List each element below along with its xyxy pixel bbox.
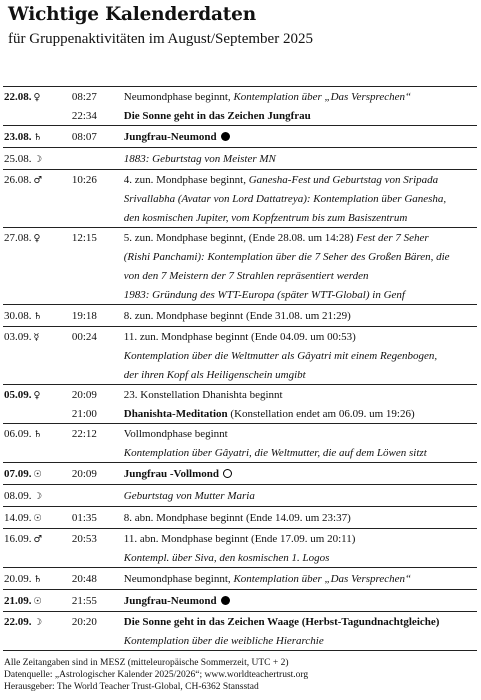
- entry-text: [124, 468, 477, 480]
- text-segment: 4. zun. Mondphase beginnt,: [123, 173, 249, 186]
- entry-line: [3, 463, 477, 484]
- entry-line: [3, 529, 477, 548]
- weekday-planet-icon: ☉: [33, 468, 43, 480]
- entry-date: [3, 389, 72, 401]
- entry-time: 19:18: [71, 309, 97, 322]
- entry-time: 20:20: [71, 615, 97, 628]
- entry-line: [3, 631, 477, 650]
- text-segment: Ganesha-Fest und Geburtstag von Sripada: [248, 173, 439, 186]
- date-text: 20.09.: [4, 572, 32, 585]
- entry-text: [124, 369, 477, 381]
- date-text: 25.08.: [4, 152, 32, 165]
- entry-line: [3, 507, 477, 528]
- text-segment: 11. zun. Mondphase beginnt (Ende 04.09. um 00:53): [123, 330, 356, 343]
- text-segment: Kontemplation über die Weltmutter als Gâyatri mit einem Regenbogen,: [123, 349, 438, 362]
- weekday-planet-icon: ♀: [33, 389, 41, 401]
- weekday-planet-icon: ☿: [33, 331, 40, 343]
- new-moon-icon: [221, 596, 230, 605]
- footer-publisher: Herausgeber: The World Teacher Trust-Global, CH-6362 Stansstad: [4, 682, 259, 692]
- text-segment: Jungfrau-Neumond: [123, 130, 217, 143]
- text-segment: Fest der 7 Seher: [356, 231, 429, 244]
- entry-date: [3, 595, 72, 607]
- entry-date: [3, 533, 72, 545]
- weekday-planet-icon: ♄: [33, 131, 43, 143]
- date-text: 03.09.: [4, 330, 32, 343]
- weekday-planet-icon: ♄: [33, 573, 43, 585]
- calendar-entry: [3, 304, 477, 326]
- date-text: 08.09.: [4, 489, 32, 502]
- date-text: 05.09.: [4, 388, 32, 401]
- entry-line: [3, 266, 477, 285]
- entry-text: [124, 212, 477, 224]
- calendar-entry: [3, 462, 477, 484]
- entry-text: [124, 193, 477, 205]
- entry-line: [3, 228, 477, 247]
- entry-time: 20:48: [71, 572, 97, 585]
- date-text: 22.09.: [4, 615, 32, 628]
- entry-time: 20:53: [71, 532, 97, 545]
- entry-text: [124, 512, 477, 524]
- entry-time: 21:55: [71, 594, 97, 607]
- weekday-planet-icon: ♀: [33, 91, 41, 103]
- weekday-planet-icon: ☽: [33, 490, 43, 502]
- entry-text: [124, 331, 477, 343]
- entry-date: [3, 512, 72, 524]
- calendar-entry: [3, 384, 477, 423]
- calendar-entry: [3, 125, 477, 147]
- calendar-entry: [3, 506, 477, 528]
- text-segment: Dhanishta-Meditation: [123, 407, 228, 420]
- entry-text: [124, 552, 477, 564]
- date-text: 26.08.: [4, 173, 32, 186]
- new-moon-icon: [221, 132, 230, 141]
- entry-line: [3, 285, 477, 304]
- entry-line: [3, 590, 477, 611]
- entry-date: [3, 232, 72, 244]
- calendar-entry: [3, 169, 477, 227]
- entry-text: [124, 573, 477, 585]
- entry-date: [3, 153, 72, 165]
- text-segment: der ihren Kopf als Heiligenschein umgibt: [123, 368, 306, 381]
- calendar-entry: [3, 484, 477, 506]
- text-segment: Jungfrau -Vollmond: [123, 467, 220, 480]
- footer: [4, 657, 308, 693]
- entry-line: [3, 170, 477, 189]
- entry-time: 08:27: [71, 90, 97, 103]
- entry-time: 01:35: [71, 511, 97, 524]
- text-segment: Vollmondphase beginnt: [123, 427, 228, 440]
- text-segment: von den 7 Meistern der 7 Strahlen repräsentiert werden: [123, 269, 369, 282]
- text-segment: 5. zun. Mondphase beginnt, (Ende 28.08. um 14:28): [123, 231, 357, 244]
- date-text: 16.09.: [4, 532, 32, 545]
- entry-line: [3, 443, 477, 462]
- entry-text: [124, 428, 477, 440]
- entry-date: [3, 616, 72, 628]
- text-segment: Jungfrau-Neumond: [123, 594, 217, 607]
- entry-date: [3, 490, 72, 502]
- date-text: 23.08.: [4, 130, 32, 143]
- text-segment: Neumondphase beginnt,: [123, 572, 234, 585]
- weekday-planet-icon: ☽: [33, 616, 43, 628]
- entry-text: [124, 310, 477, 322]
- weekday-planet-icon: ♄: [33, 310, 43, 322]
- text-segment: Kontempl. über Siva, den kosmischen 1. Logos: [123, 551, 330, 564]
- entry-date: [3, 573, 72, 585]
- entry-text: [124, 110, 477, 122]
- text-segment: 11. abn. Mondphase beginnt (Ende 17.09. um 20:11): [123, 532, 356, 545]
- entry-text: [124, 270, 477, 282]
- entry-line: [3, 106, 477, 125]
- text-segment: 1883: Geburtstag von Meister MN: [123, 152, 276, 165]
- entry-text: [124, 389, 477, 401]
- entry-date: [3, 174, 72, 186]
- entry-line: [3, 548, 477, 567]
- calendar-table: [3, 86, 477, 651]
- weekday-planet-icon: ♀: [33, 232, 41, 244]
- text-segment: 1983: Gründung des WTT-Europa (später WTT-Global) in Genf: [123, 288, 405, 301]
- entry-line: [3, 189, 477, 208]
- entry-text: [124, 616, 477, 628]
- entry-time: 20:09: [71, 388, 97, 401]
- text-segment: Kontemplation über „Das Versprechen“: [233, 572, 412, 585]
- entry-text: [124, 174, 477, 186]
- entry-time: 21:00: [71, 407, 97, 420]
- entry-text: [124, 251, 477, 263]
- entry-line: [3, 208, 477, 227]
- entry-line: [3, 126, 477, 147]
- entry-date: [3, 91, 72, 103]
- weekday-planet-icon: ☉: [33, 595, 43, 607]
- entry-line: [3, 365, 477, 384]
- entry-text: [124, 490, 477, 502]
- date-text: 30.08.: [4, 309, 32, 322]
- date-text: 27.08.: [4, 231, 32, 244]
- calendar-entry: [3, 326, 477, 384]
- weekday-planet-icon: ♄: [33, 428, 43, 440]
- date-text: 06.09.: [4, 427, 32, 440]
- entry-text: [124, 153, 477, 165]
- text-segment: Neumondphase beginnt,: [123, 90, 234, 103]
- date-text: 22.08.: [4, 90, 32, 103]
- entry-line: [3, 485, 477, 506]
- entry-line: [3, 385, 477, 404]
- entry-line: [3, 424, 477, 443]
- entry-text: [124, 635, 477, 647]
- text-segment: Die Sonne geht in das Zeichen Jungfrau: [123, 109, 311, 122]
- text-segment: Srivallabha (Avatar von Lord Dattatreya): Kontemplation über Ganesha,: [123, 192, 447, 205]
- entry-text: [124, 408, 477, 420]
- entry-date: [3, 131, 72, 143]
- entry-text: [124, 533, 477, 545]
- entry-line: [3, 568, 477, 589]
- text-segment: Die Sonne geht in das Zeichen Waage (Herbst-Tagundnachtgleiche): [123, 615, 440, 628]
- entry-text: [124, 232, 477, 244]
- page-subtitle: für Gruppenaktivitäten im August/September 2025: [8, 31, 313, 47]
- date-text: 21.09.: [4, 594, 32, 607]
- entry-text: [124, 131, 477, 143]
- entry-line: [3, 346, 477, 365]
- entry-time: 00:24: [71, 330, 97, 343]
- entry-line: [3, 612, 477, 631]
- entry-line: [3, 87, 477, 106]
- calendar-entry: [3, 567, 477, 589]
- entry-date: [3, 331, 72, 343]
- footer-timezone-note: Alle Zeitangaben sind in MESZ (mitteleuropäische Sommerzeit, UTC + 2): [4, 658, 289, 668]
- entry-line: [3, 148, 477, 169]
- entry-date: [3, 428, 72, 440]
- text-segment: (Rishi Panchami): Kontemplation über die 7 Seher des Großen Bären, die: [123, 250, 450, 263]
- entry-text: [124, 350, 477, 362]
- entry-time: 10:26: [71, 173, 97, 186]
- calendar-entry: [3, 86, 477, 125]
- text-segment: Kontemplation über Gâyatri, die Weltmutter, die auf dem Löwen sitzt: [123, 446, 427, 459]
- text-segment: Kontemplation über die weibliche Hierarchie: [123, 634, 324, 647]
- text-segment: 23. Konstellation Dhanishta beginnt: [123, 388, 283, 401]
- weekday-planet-icon: ♂: [33, 533, 43, 545]
- calendar-entry: [3, 147, 477, 169]
- entry-text: [124, 91, 477, 103]
- entry-date: [3, 468, 72, 480]
- page-title: Wichtige Kalenderdaten: [8, 4, 256, 25]
- entry-line: [3, 327, 477, 346]
- entry-time: 20:09: [71, 467, 97, 480]
- text-segment: 8. zun. Mondphase beginnt (Ende 31.08. um 21:29): [123, 309, 351, 322]
- calendar-entry: [3, 528, 477, 567]
- text-segment: (Konstellation endet am 06.09. um 19:26): [227, 407, 415, 420]
- footer-source: Datenquelle: „Astrologischer Kalender 2025/2026“; www.worldteachertrust.org: [4, 670, 309, 680]
- entry-time: 12:15: [71, 231, 97, 244]
- text-segment: den kosmischen Jupiter, vom Kopfzentrum bis zum Basiszentrum: [123, 211, 408, 224]
- entry-time: 22:12: [71, 427, 97, 440]
- entry-date: [3, 310, 72, 322]
- date-text: 07.09.: [4, 467, 32, 480]
- weekday-planet-icon: ♂: [33, 174, 43, 186]
- calendar-entry: [3, 423, 477, 462]
- weekday-planet-icon: ☉: [33, 512, 43, 524]
- text-segment: 8. abn. Mondphase beginnt (Ende 14.09. um 23:37): [123, 511, 351, 524]
- date-text: 14.09.: [4, 511, 32, 524]
- text-segment: Kontemplation über „Das Versprechen“: [233, 90, 412, 103]
- calendar-entry: [3, 611, 477, 651]
- entry-line: [3, 305, 477, 326]
- entry-text: [124, 595, 477, 607]
- calendar-entry: [3, 589, 477, 611]
- entry-time: 08:07: [71, 130, 97, 143]
- entry-line: [3, 404, 477, 423]
- text-segment: Geburtstag von Mutter Maria: [123, 489, 255, 502]
- weekday-planet-icon: ☽: [33, 153, 43, 165]
- entry-line: [3, 247, 477, 266]
- entry-text: [124, 289, 477, 301]
- calendar-entry: [3, 227, 477, 304]
- entry-text: [124, 447, 477, 459]
- entry-time: 22:34: [71, 109, 97, 122]
- full-moon-icon: [223, 469, 232, 478]
